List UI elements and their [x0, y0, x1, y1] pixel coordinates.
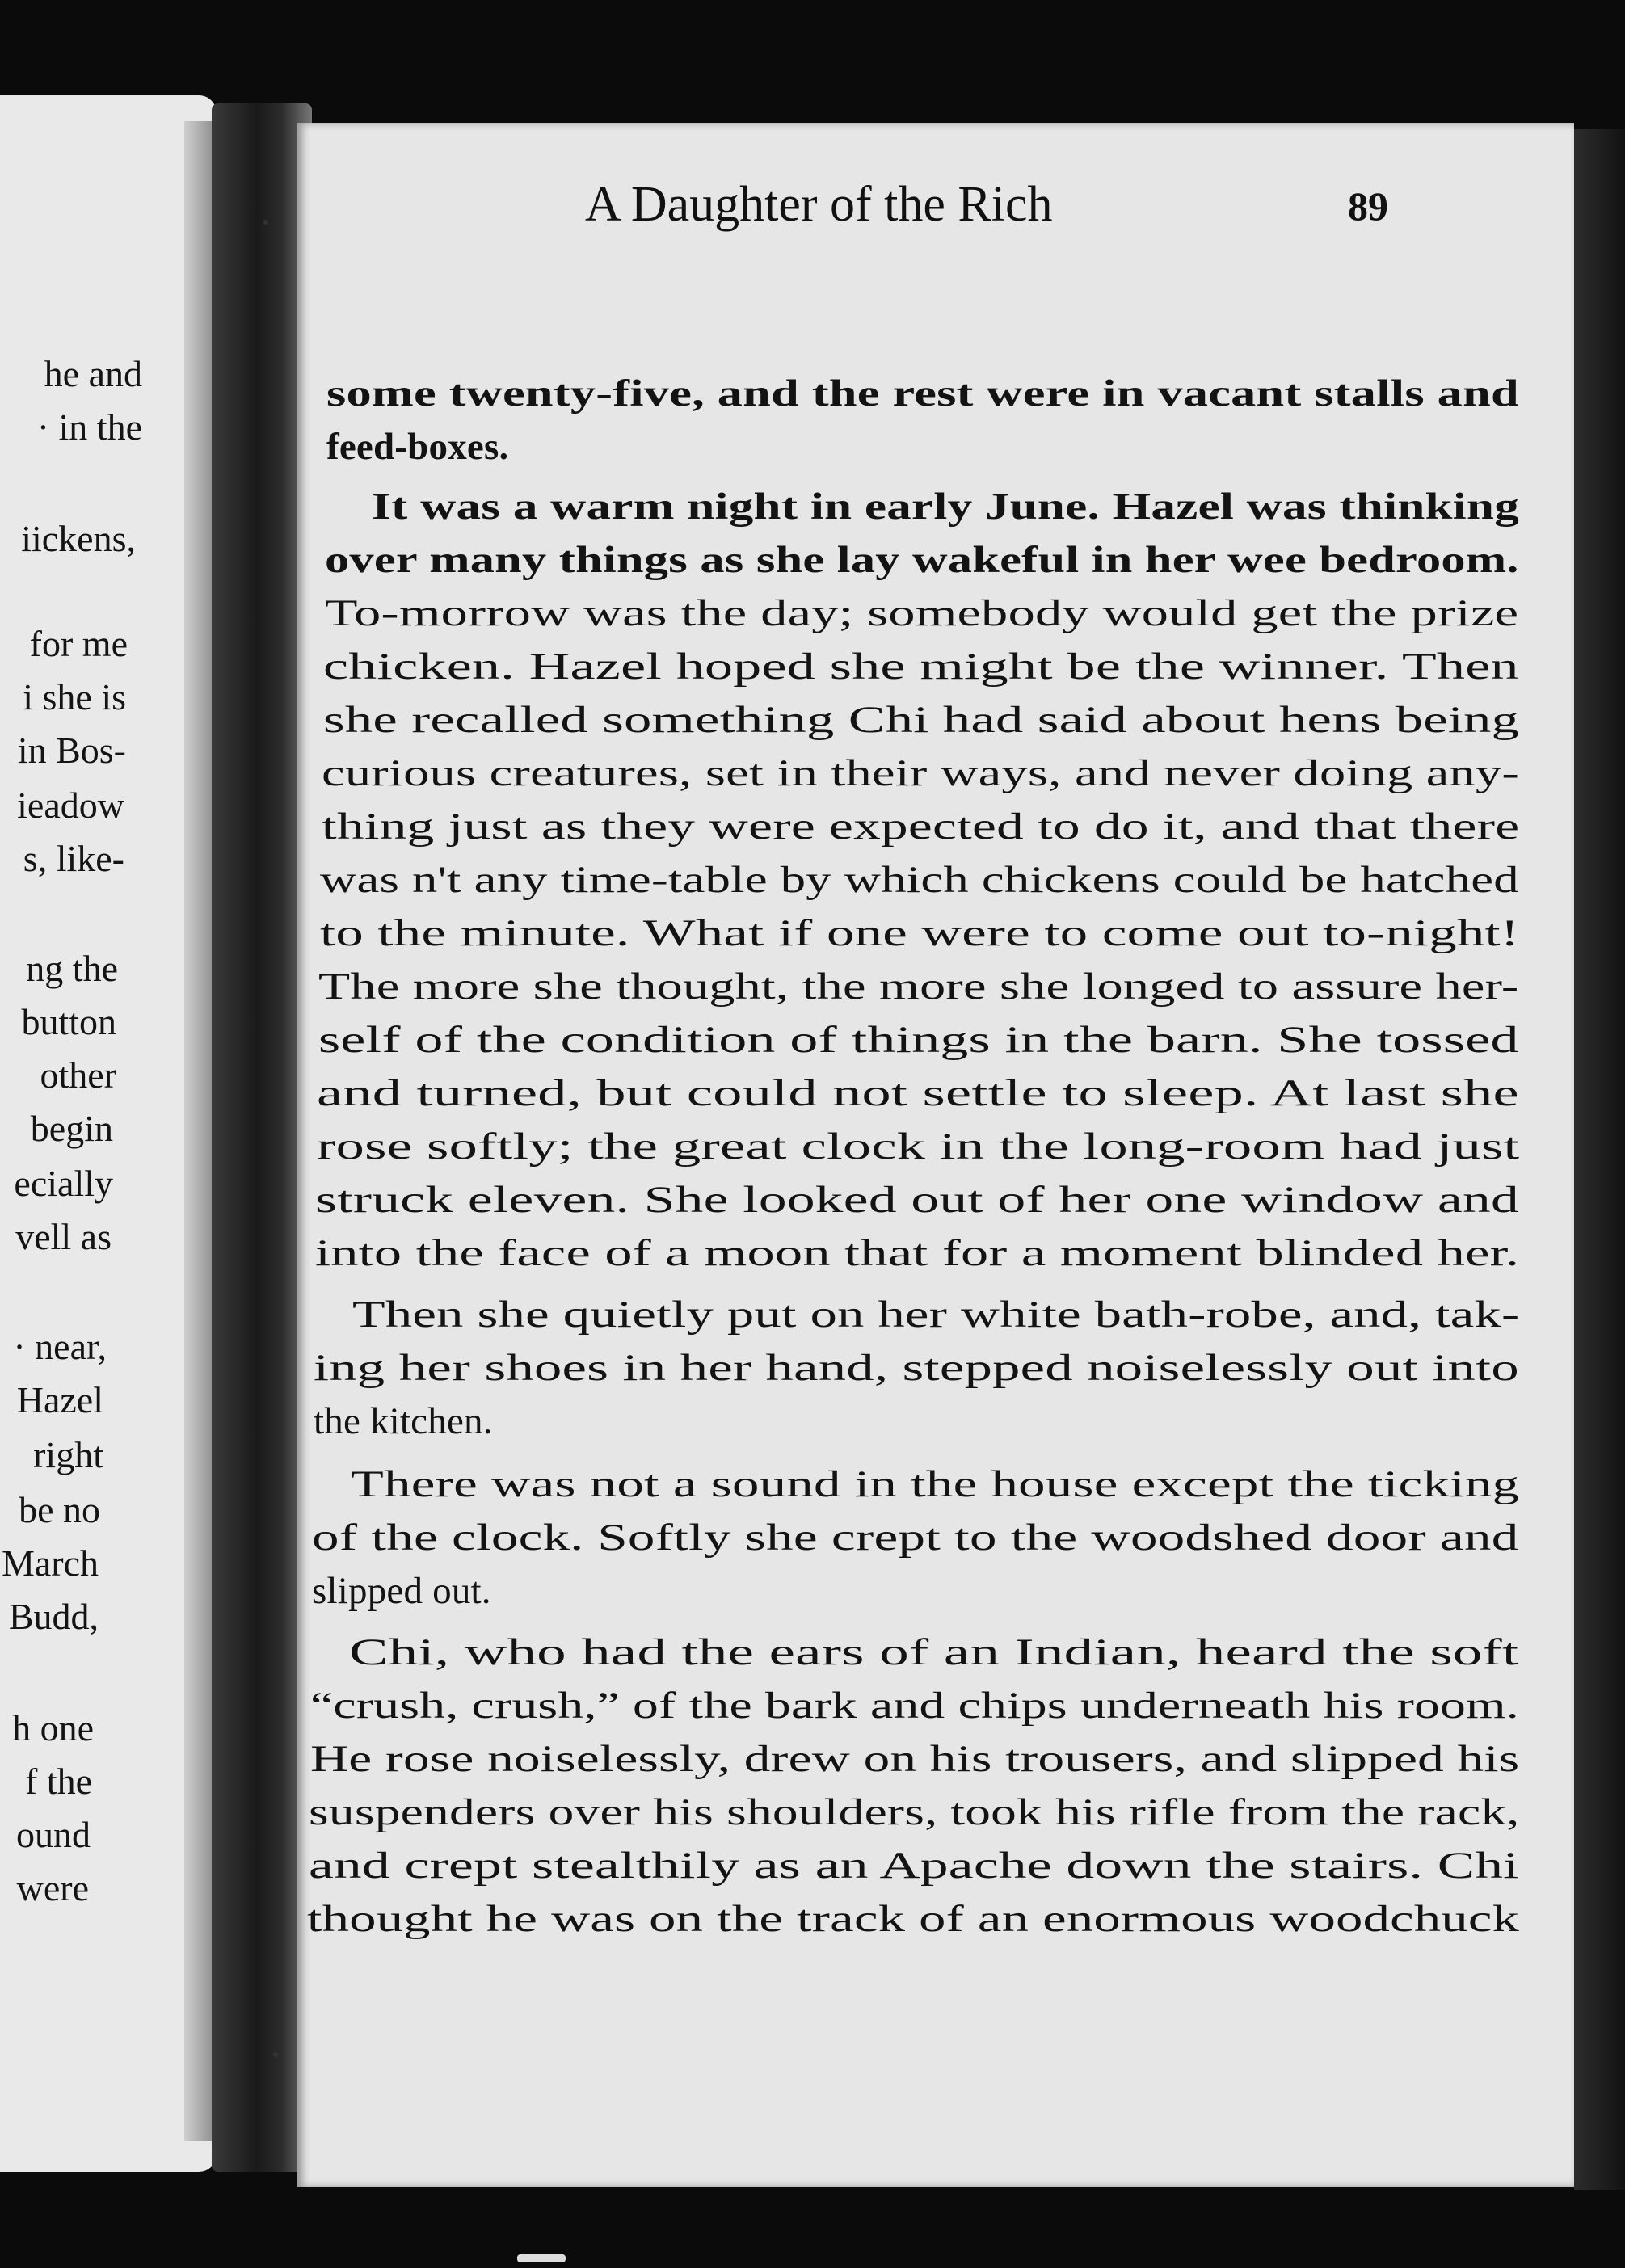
- left-page-line: for me: [29, 623, 128, 664]
- text-line: He rose noiselessly, drew on his trousers, and slipped his: [310, 1738, 1520, 1780]
- running-title: A Daughter of the Rich: [585, 177, 1053, 232]
- speck-mark: [273, 2052, 278, 2057]
- text-line: some twenty-five, and the rest were in vacant stalls and: [326, 372, 1519, 414]
- left-page-line: i she is: [23, 676, 126, 717]
- left-page-line: vell as: [15, 1216, 112, 1257]
- text-line: of the clock. Softly she crept to the woodshed door and: [312, 1517, 1519, 1559]
- left-page-line: · in the: [36, 406, 142, 448]
- text-line: ing her shoes in her hand, stepped noiselessly out into: [314, 1347, 1519, 1389]
- text-line: thing just as they were expected to do it, and that there: [322, 806, 1520, 848]
- text-line: Chi, who had the ears of an Indian, heard the soft: [349, 1631, 1519, 1673]
- text-line: to the minute. What if one were to come out to-night!: [320, 912, 1520, 954]
- text-line: “crush, crush,” of the bark and chips underneath his room.: [310, 1685, 1519, 1727]
- left-page-line: right: [33, 1434, 103, 1475]
- left-page-line: were: [16, 1867, 89, 1908]
- left-page-line: ound: [16, 1814, 91, 1855]
- page-number: 89: [1348, 183, 1388, 229]
- text-line: Then she quietly put on her white bath-robe, and, tak-: [352, 1294, 1520, 1336]
- left-page-line: Budd,: [8, 1596, 99, 1637]
- text-line: It was a warm night in early June. Hazel was thinking: [372, 486, 1520, 528]
- left-page-line: · near,: [13, 1326, 107, 1367]
- text-line: she recalled something Chi had said about hens being: [323, 699, 1520, 741]
- left-page-line: he and: [44, 353, 142, 394]
- left-page-line: in Bos-: [17, 730, 126, 771]
- text-line: chicken. Hazel hoped she might be the winner. Then: [323, 646, 1519, 688]
- left-page-line: ieadow: [17, 785, 124, 826]
- text-line: curious creatures, set in their ways, and never doing any-: [322, 752, 1520, 794]
- left-page-line: f the: [24, 1761, 92, 1802]
- text-line: To-morrow was the day; somebody would get the prize: [325, 592, 1519, 634]
- text-line: There was not a sound in the house except the ticking: [351, 1463, 1520, 1505]
- text-line: self of the condition of things in the barn. She tossed: [318, 1019, 1519, 1061]
- text-line: struck eleven. She looked out of her one window and: [315, 1179, 1519, 1221]
- left-page-line: ecially: [14, 1163, 113, 1204]
- left-page-line: s, like-: [23, 838, 124, 879]
- left-page-line: button: [21, 1001, 116, 1042]
- text-line: slipped out.: [312, 1570, 491, 1612]
- text-line: into the face of a moon that for a moment blinded her.: [315, 1232, 1520, 1274]
- text-line: thought he was on the track of an enormous woodchuck: [307, 1898, 1520, 1940]
- page-edge-shadow: [1574, 129, 1625, 2190]
- left-page-line: March: [1, 1542, 99, 1584]
- left-page-line: other: [40, 1054, 116, 1096]
- left-page-line: ng the: [26, 948, 118, 989]
- text-line: over many things as she lay wakeful in her wee bedroom.: [325, 539, 1519, 581]
- left-page-line: h one: [12, 1707, 94, 1748]
- scan-edge-mark: [517, 2254, 566, 2262]
- text-line: and turned, but could not settle to sleep. At last she: [317, 1072, 1519, 1114]
- left-page-line: begin: [30, 1108, 113, 1149]
- text-line: feed-boxes.: [326, 426, 509, 468]
- text-line: rose softly; the great clock in the long-room had just: [317, 1126, 1520, 1168]
- text-line: The more she thought, the more she longed to assure her-: [318, 966, 1519, 1008]
- text-line: the kitchen.: [314, 1400, 493, 1442]
- text-line: and crept stealthily as an Apache down the stairs. Chi: [309, 1845, 1519, 1887]
- text-line: was n't any time-table by which chickens could be hatched: [320, 859, 1519, 901]
- left-page-line: be no: [19, 1489, 100, 1530]
- left-page-line: iickens,: [21, 518, 136, 559]
- left-page-line: Hazel: [16, 1379, 103, 1420]
- text-line: suspenders over his shoulders, took his rifle from the rack,: [309, 1791, 1520, 1833]
- speck-mark: [263, 220, 268, 225]
- page-header: [297, 176, 1574, 257]
